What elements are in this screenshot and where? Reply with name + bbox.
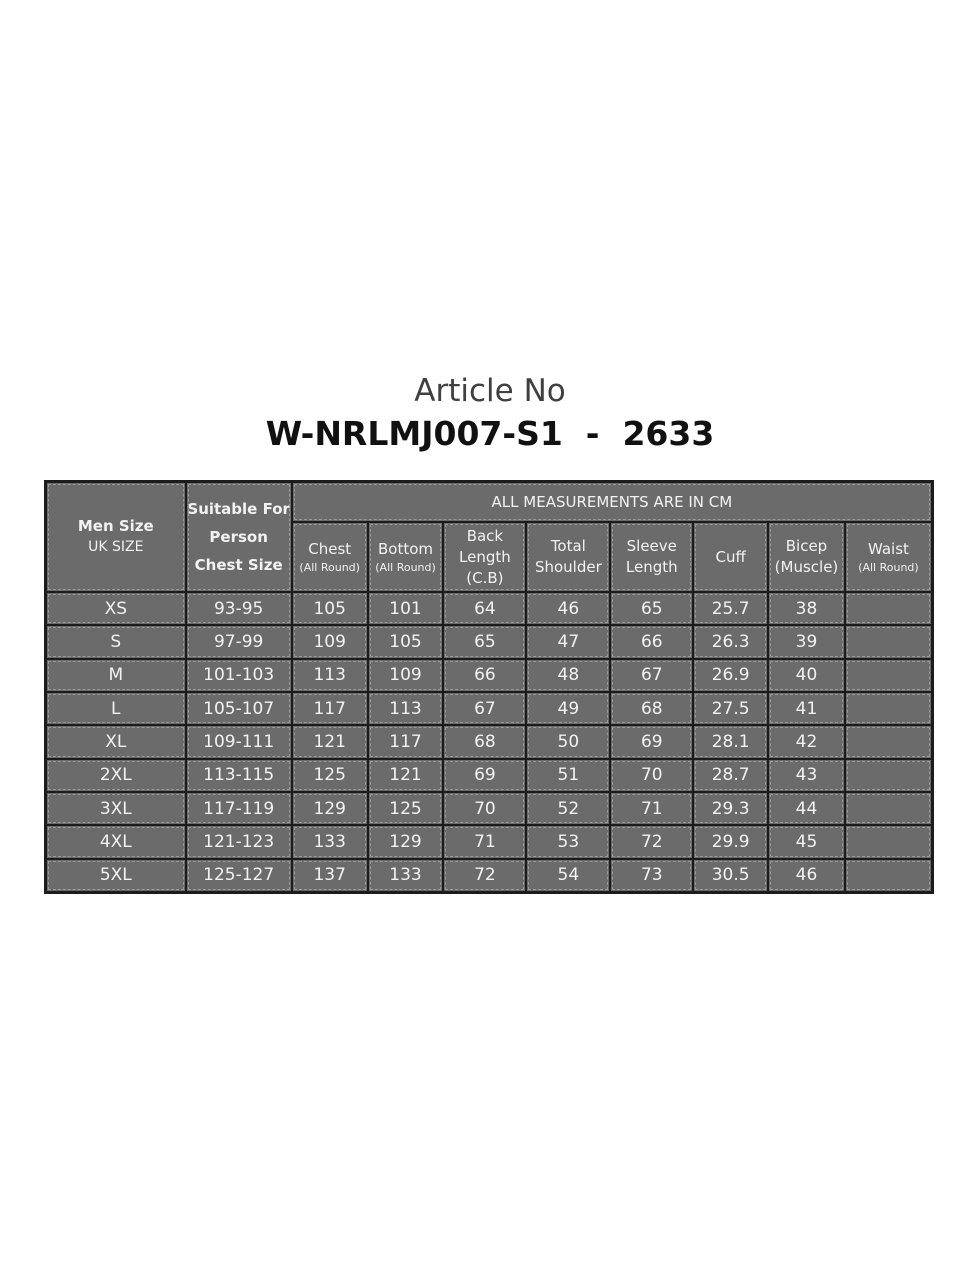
header-suitable-line3: Chest Size xyxy=(194,556,283,574)
measurement-cell xyxy=(846,793,931,824)
measurement-cell: 30.5 xyxy=(694,860,767,891)
size-label-cell: 5XL xyxy=(47,860,185,891)
measurement-cell: 52 xyxy=(527,793,609,824)
measurement-cell: 48 xyxy=(527,660,609,691)
measurement-cell: 68 xyxy=(444,726,525,757)
column-header-line: Chest xyxy=(308,539,352,558)
column-header xyxy=(444,523,525,591)
measurement-cell: 66 xyxy=(611,626,692,657)
measurement-cell: 72 xyxy=(444,860,525,891)
measurement-cell: 26.3 xyxy=(694,626,767,657)
measurement-cell: 129 xyxy=(293,793,367,824)
measurement-cell xyxy=(846,626,931,657)
measurement-cell: 70 xyxy=(444,793,525,824)
column-header-note: (All Round) xyxy=(299,560,360,574)
measurement-cell: 64 xyxy=(444,593,525,624)
measurement-cell: 117-119 xyxy=(187,793,291,824)
column-header-line: Waist xyxy=(867,539,909,558)
measurement-cell: 65 xyxy=(444,626,525,657)
measurement-cell: 49 xyxy=(527,693,609,724)
measurement-cell: 26.9 xyxy=(694,660,767,691)
measurement-cell: 39 xyxy=(769,626,844,657)
measurement-cell: 109-111 xyxy=(187,726,291,757)
measurement-cell: 117 xyxy=(293,693,367,724)
header-men-size-line2: UK SIZE xyxy=(88,539,144,555)
measurement-cell: 125-127 xyxy=(187,860,291,891)
column-header-line: Sleeve xyxy=(626,537,677,555)
column-header xyxy=(611,523,692,591)
measurement-cell: 28.7 xyxy=(694,760,767,791)
measurement-cell: 29.9 xyxy=(694,826,767,857)
measurement-cell: 101-103 xyxy=(187,660,291,691)
measurement-cell: 105-107 xyxy=(187,693,291,724)
measurement-cell: 45 xyxy=(769,826,844,857)
measurement-cell: 125 xyxy=(293,760,367,791)
measurement-cell: 42 xyxy=(769,726,844,757)
header-suitable-for xyxy=(187,483,291,591)
table-row xyxy=(47,726,931,757)
column-header-line: Shoulder xyxy=(534,558,602,576)
size-label-cell: 4XL xyxy=(47,826,185,857)
column-header xyxy=(694,523,767,591)
measurement-cell: 27.5 xyxy=(694,693,767,724)
measurement-cell xyxy=(846,593,931,624)
measurement-cell: 69 xyxy=(611,726,692,757)
size-label-cell: 3XL xyxy=(47,793,185,824)
measurement-cell: 129 xyxy=(369,826,443,857)
measurement-cell: 109 xyxy=(369,660,443,691)
column-header-line: Back xyxy=(466,526,504,545)
measurement-cell: 93-95 xyxy=(187,593,291,624)
column-header-line: Length xyxy=(625,558,678,576)
column-header-line: Cuff xyxy=(715,547,746,566)
measurement-cell: 50 xyxy=(527,726,609,757)
measurement-cell: 41 xyxy=(769,693,844,724)
article-title xyxy=(0,370,980,456)
table-row xyxy=(47,593,931,624)
size-label-cell: 2XL xyxy=(47,760,185,791)
measurement-cell: 113-115 xyxy=(187,760,291,791)
measurement-cell: 113 xyxy=(369,693,443,724)
measurement-cell: 68 xyxy=(611,693,692,724)
measurement-cell: 105 xyxy=(369,626,443,657)
measurement-cell: 47 xyxy=(527,626,609,657)
table-header xyxy=(47,483,931,591)
column-header xyxy=(293,523,367,591)
column-header-line: Bicep xyxy=(785,537,828,555)
article-no-label: Article No xyxy=(414,373,566,409)
measurement-cell: 73 xyxy=(611,860,692,891)
measurement-cell xyxy=(846,660,931,691)
measurement-cell: 133 xyxy=(369,860,443,891)
measurement-cell: 72 xyxy=(611,826,692,857)
column-header-note: (All Round) xyxy=(858,560,919,574)
measurement-cell: 69 xyxy=(444,760,525,791)
column-header xyxy=(769,523,844,591)
measurement-cell: 40 xyxy=(769,660,844,691)
size-label-cell: XL xyxy=(47,726,185,757)
measurement-cell: 105 xyxy=(293,593,367,624)
column-header-line: (C.B) xyxy=(466,568,504,587)
measurement-cell: 121 xyxy=(369,760,443,791)
column-header xyxy=(846,523,931,591)
measurement-cell: 109 xyxy=(293,626,367,657)
column-header-line: (Muscle) xyxy=(774,558,839,576)
measurement-cell xyxy=(846,726,931,757)
measurement-cell: 46 xyxy=(527,593,609,624)
size-label-cell: S xyxy=(47,626,185,657)
column-header xyxy=(527,523,609,591)
measurement-cell: 121 xyxy=(293,726,367,757)
column-header-line: Total xyxy=(550,537,586,555)
measurement-cell: 44 xyxy=(769,793,844,824)
measurement-cell: 71 xyxy=(611,793,692,824)
measurement-cell: 67 xyxy=(611,660,692,691)
measurement-cell: 53 xyxy=(527,826,609,857)
measurement-cell: 38 xyxy=(769,593,844,624)
measurement-cell: 70 xyxy=(611,760,692,791)
header-men-size xyxy=(47,483,185,591)
measurement-cell: 28.1 xyxy=(694,726,767,757)
measurement-cell: 121-123 xyxy=(187,826,291,857)
size-label-cell: M xyxy=(47,660,185,691)
header-suitable-line1: Suitable For xyxy=(187,500,290,518)
measurement-cell xyxy=(846,760,931,791)
table-row xyxy=(47,793,931,824)
measurement-cell: 133 xyxy=(293,826,367,857)
size-chart-table xyxy=(44,480,934,894)
column-header xyxy=(369,523,443,591)
article-number: W-NRLMJ007-S1 - 2633 xyxy=(265,414,715,453)
measurement-cell: 71 xyxy=(444,826,525,857)
measurement-cell: 65 xyxy=(611,593,692,624)
measurement-cell: 29.3 xyxy=(694,793,767,824)
measurement-cell xyxy=(846,860,931,891)
column-header-line: Length xyxy=(459,547,511,566)
column-header-line: Bottom xyxy=(378,539,434,558)
table-row xyxy=(47,693,931,724)
measurement-cell: 66 xyxy=(444,660,525,691)
table-body xyxy=(47,593,931,891)
measurement-cell: 46 xyxy=(769,860,844,891)
measurement-cell: 51 xyxy=(527,760,609,791)
measurement-cell xyxy=(846,826,931,857)
measurement-cell: 125 xyxy=(369,793,443,824)
measurement-cell: 137 xyxy=(293,860,367,891)
measurement-cell: 43 xyxy=(769,760,844,791)
size-label-cell: XS xyxy=(47,593,185,624)
measurements-banner: ALL MEASUREMENTS ARE IN CM xyxy=(293,483,931,521)
table-row xyxy=(47,760,931,791)
table-row xyxy=(47,826,931,857)
measurement-cell xyxy=(846,693,931,724)
column-header-note: (All Round) xyxy=(375,560,436,574)
table-row xyxy=(47,660,931,691)
measurement-cell: 101 xyxy=(369,593,443,624)
table-row xyxy=(47,626,931,657)
measurement-cell: 113 xyxy=(293,660,367,691)
measurement-cell: 25.7 xyxy=(694,593,767,624)
table-row xyxy=(47,860,931,891)
measurement-cell: 67 xyxy=(444,693,525,724)
measurement-cell: 97-99 xyxy=(187,626,291,657)
measurement-cell: 54 xyxy=(527,860,609,891)
header-suitable-line2: Person xyxy=(209,528,268,546)
size-label-cell: L xyxy=(47,693,185,724)
header-men-size-line1: Men Size xyxy=(77,517,154,535)
measurement-cell: 117 xyxy=(369,726,443,757)
